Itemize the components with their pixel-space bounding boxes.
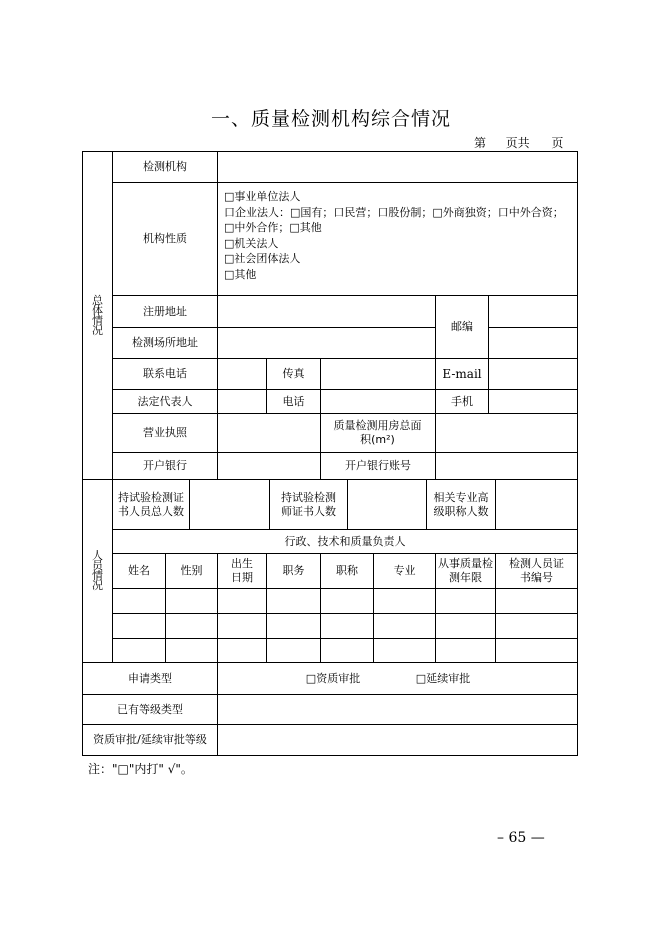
existing-grade-label: 已有等级类型 [117, 702, 183, 716]
area-label: 质量检测用房总面积(m²) [333, 419, 422, 446]
apply-option-qualification[interactable]: □资质审批 [305, 671, 361, 685]
license-label: 营业执照 [143, 426, 187, 439]
nature-option-government[interactable]: □机关法人 [224, 236, 279, 250]
nature-options[interactable] [224, 189, 564, 282]
page-title: 一、质量检测机构综合情况 [210, 108, 451, 130]
phone-label: 联系电话 [143, 367, 187, 380]
apply-option-renewal[interactable]: □延续审批 [415, 671, 471, 685]
col-birth: 出生日期 [231, 557, 253, 584]
page-number: – 65 — [497, 830, 545, 846]
senior-count-label: 相关专业高级职称人数 [433, 490, 489, 518]
postcode-label: 邮编 [451, 320, 473, 333]
mobile-label: 手机 [451, 394, 473, 408]
apply-type-label: 申请类型 [128, 671, 172, 685]
pager-ye: 页 [551, 136, 564, 150]
site-address-label: 检测场所地址 [132, 336, 198, 349]
reg-address-label: 注册地址 [143, 304, 187, 318]
nature-option-institution[interactable]: □事业单位法人 [224, 190, 301, 203]
nature-option-enterprise[interactable]: 口企业法人：□国有；口民营；口股份制；□外商独资；口中外合资； [224, 205, 564, 219]
col-cert: 检测人员证书编号 [509, 557, 564, 584]
heads-title: 行政、技术和质量负责人 [284, 534, 406, 548]
col-major: 专业 [393, 564, 416, 577]
nature-option-other[interactable]: □其他 [224, 267, 257, 281]
col-name: 姓名 [128, 564, 150, 577]
nature-option-enterprise-cont[interactable]: □中外合作；□其他 [224, 221, 322, 234]
section-label-general: 总 体 情 况 [92, 293, 103, 337]
tel-label: 电话 [282, 394, 305, 408]
engineer-count-label: 持试验检测师证书人数 [281, 490, 336, 518]
agency-label: 检测机构 [143, 160, 187, 173]
col-gender: 性别 [180, 564, 203, 577]
email-label: E-mail [442, 367, 482, 381]
fax-label: 传真 [282, 367, 305, 380]
page-counter [474, 134, 563, 151]
footnote: 注："□"内打" √"。 [88, 762, 193, 776]
nature-label: 机构性质 [143, 232, 187, 245]
pager-di: 第 [474, 136, 487, 150]
assistant-count-label: 持试验检测证书人员总人数 [118, 490, 184, 518]
bank-label: 开户银行 [143, 459, 187, 472]
approval-level-label: 资质审批/延续审批等级 [93, 733, 207, 746]
col-years: 从事质量检测年限 [438, 557, 493, 584]
legal-rep-label: 法定代表人 [137, 394, 193, 408]
account-label: 开户银行账号 [345, 459, 411, 472]
pager-ye-gong: 页共 [505, 136, 530, 150]
nature-option-social[interactable]: □社会团体法人 [224, 252, 301, 265]
col-position: 职务 [282, 564, 305, 577]
col-title: 职称 [336, 564, 358, 577]
section-label-personnel: 人 员 情 况 [92, 549, 103, 592]
